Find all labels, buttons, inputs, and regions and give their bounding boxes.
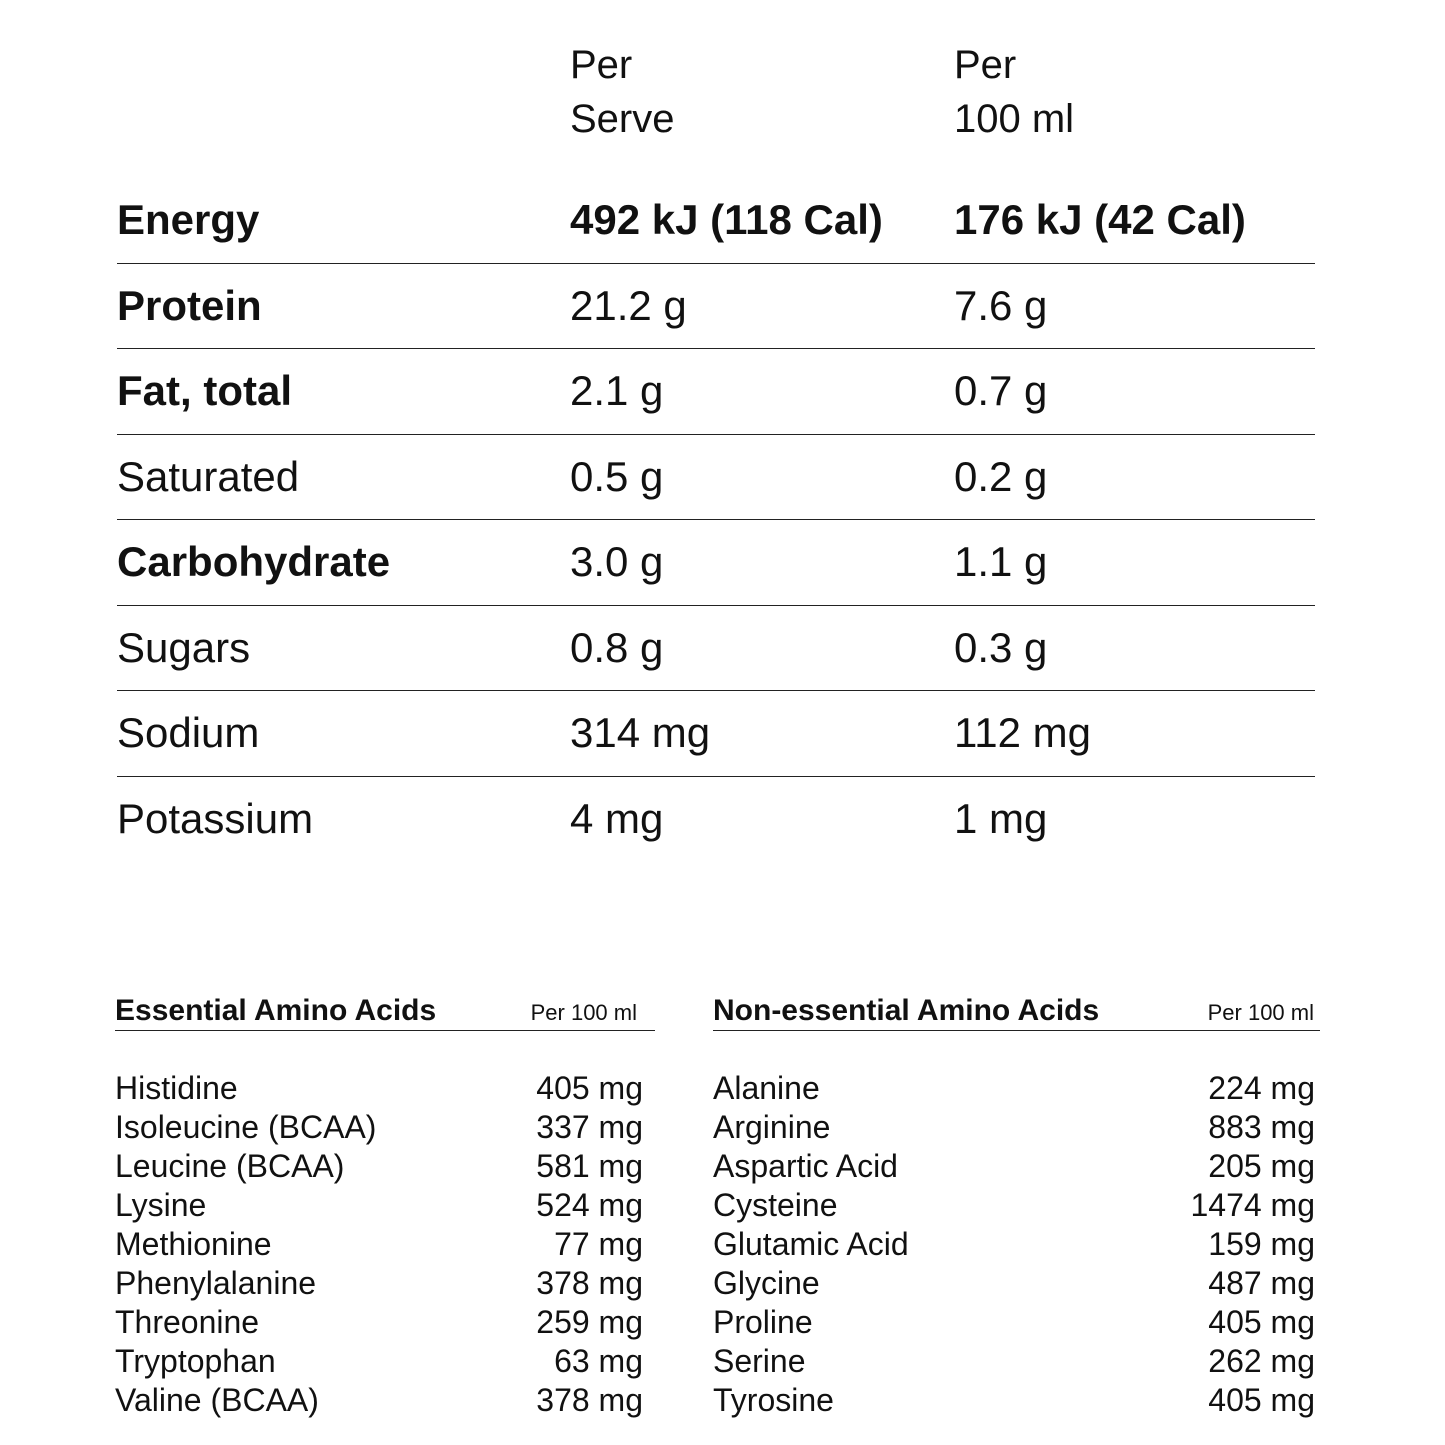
amino-acid-value: 487 mg bbox=[1208, 1265, 1315, 1301]
amino-acid-row bbox=[713, 1264, 1320, 1303]
amino-acid-row bbox=[713, 1147, 1320, 1186]
amino-acid-value: 405 mg bbox=[536, 1070, 643, 1106]
nutrition-row-sugars bbox=[117, 606, 1315, 692]
per-100ml-value: 1 mg bbox=[954, 795, 1048, 843]
amino-acid-value: 337 mg bbox=[536, 1109, 643, 1145]
per-serve-value: 3.0 g bbox=[570, 538, 664, 586]
nonessential-amino-acids-unit: Per 100 ml bbox=[1207, 1000, 1314, 1025]
amino-acid-row bbox=[115, 1147, 655, 1186]
column-header-per-serve bbox=[570, 38, 675, 146]
amino-acid-value: 405 mg bbox=[1208, 1382, 1315, 1418]
column-header-line: Per bbox=[954, 43, 1017, 87]
per-serve-value: 4 mg bbox=[570, 795, 664, 843]
column-header-per-100ml bbox=[954, 38, 1074, 146]
amino-acid-row bbox=[713, 1303, 1320, 1342]
nutrient-name: Energy bbox=[117, 196, 260, 244]
per-serve-value: 0.5 g bbox=[570, 452, 664, 500]
per-100ml-value: 176 kJ (42 Cal) bbox=[954, 196, 1246, 244]
amino-acid-row bbox=[115, 1225, 655, 1264]
amino-acid-name: Proline bbox=[713, 1304, 813, 1340]
amino-acid-value: 77 mg bbox=[554, 1226, 643, 1262]
amino-acid-name: Cysteine bbox=[713, 1187, 838, 1223]
amino-acid-row bbox=[115, 1303, 655, 1342]
nutrition-row-carbohydrate bbox=[117, 520, 1315, 606]
amino-acid-value: 259 mg bbox=[536, 1304, 643, 1340]
nutrient-name: Saturated bbox=[117, 452, 300, 500]
nutrition-row-potassium bbox=[117, 777, 1315, 863]
nonessential-amino-acids-list bbox=[713, 1069, 1320, 1420]
nutrition-row-sodium bbox=[117, 691, 1315, 777]
nonessential-amino-acids-title: Non-essential Amino Acids bbox=[713, 994, 1100, 1027]
amino-acid-name: Threonine bbox=[115, 1304, 260, 1340]
nutrient-name: Carbohydrate bbox=[117, 538, 391, 586]
amino-acid-name: Aspartic Acid bbox=[713, 1148, 898, 1184]
per-serve-value: 0.8 g bbox=[570, 623, 664, 671]
per-100ml-value: 112 mg bbox=[954, 709, 1091, 757]
amino-acid-row bbox=[713, 1108, 1320, 1147]
amino-acid-name: Leucine (BCAA) bbox=[115, 1148, 345, 1184]
column-header-line: Per bbox=[570, 43, 633, 87]
column-header-line: Serve bbox=[570, 97, 675, 141]
amino-acid-row bbox=[713, 1381, 1320, 1420]
amino-acid-value: 224 mg bbox=[1208, 1070, 1315, 1106]
amino-acid-name: Methionine bbox=[115, 1226, 272, 1262]
nutrient-name: Fat, total bbox=[117, 367, 292, 415]
nutrient-name: Sugars bbox=[117, 623, 251, 671]
amino-acid-value: 883 mg bbox=[1208, 1109, 1315, 1145]
per-serve-value: 492 kJ (118 Cal) bbox=[570, 196, 883, 244]
per-100ml-value: 1.1 g bbox=[954, 538, 1048, 586]
amino-acid-row bbox=[115, 1342, 655, 1381]
per-100ml-value: 0.2 g bbox=[954, 452, 1048, 500]
per-100ml-value: 7.6 g bbox=[954, 281, 1048, 329]
essential-amino-acids-table bbox=[115, 990, 655, 1420]
amino-acid-row bbox=[115, 1381, 655, 1420]
essential-amino-acids-unit: Per 100 ml bbox=[530, 1000, 637, 1025]
amino-acid-value: 205 mg bbox=[1208, 1148, 1315, 1184]
amino-acid-value: 63 mg bbox=[554, 1343, 643, 1379]
amino-acid-row bbox=[713, 1186, 1320, 1225]
amino-acid-value: 1474 mg bbox=[1190, 1187, 1315, 1223]
amino-acid-value: 581 mg bbox=[536, 1148, 643, 1184]
nutrient-name: Protein bbox=[117, 281, 262, 329]
nutrient-name: Potassium bbox=[117, 795, 314, 843]
amino-acid-name: Arginine bbox=[713, 1109, 831, 1145]
nonessential-amino-acids-header bbox=[713, 990, 1320, 1031]
amino-acid-name: Tyrosine bbox=[713, 1382, 834, 1418]
amino-acid-name: Glutamic Acid bbox=[713, 1226, 909, 1262]
nutrition-rows bbox=[117, 178, 1315, 862]
amino-acid-row bbox=[115, 1264, 655, 1303]
amino-acid-value: 159 mg bbox=[1208, 1226, 1315, 1262]
amino-acid-row bbox=[115, 1186, 655, 1225]
amino-acid-value: 378 mg bbox=[536, 1265, 643, 1301]
amino-acid-name: Serine bbox=[713, 1343, 806, 1379]
essential-amino-acids-list bbox=[115, 1069, 655, 1420]
amino-acid-value: 524 mg bbox=[536, 1187, 643, 1223]
nutrition-row-saturated bbox=[117, 435, 1315, 521]
amino-acid-value: 405 mg bbox=[1208, 1304, 1315, 1340]
amino-acid-name: Phenylalanine bbox=[115, 1265, 317, 1301]
amino-acid-row bbox=[713, 1225, 1320, 1264]
amino-acid-name: Tryptophan bbox=[115, 1343, 276, 1379]
amino-acid-name: Alanine bbox=[713, 1070, 820, 1106]
essential-amino-acids-title: Essential Amino Acids bbox=[115, 994, 437, 1027]
per-serve-value: 314 mg bbox=[570, 709, 711, 757]
amino-acid-name: Glycine bbox=[713, 1265, 820, 1301]
amino-acid-name: Lysine bbox=[115, 1187, 207, 1223]
amino-acid-name: Histidine bbox=[115, 1070, 238, 1106]
amino-acid-name: Isoleucine (BCAA) bbox=[115, 1109, 377, 1145]
per-serve-value: 21.2 g bbox=[570, 281, 687, 329]
nutrition-row-energy bbox=[117, 178, 1315, 264]
nutrition-row-fat-total bbox=[117, 349, 1315, 435]
per-serve-value: 2.1 g bbox=[570, 367, 664, 415]
column-header-line: 100 ml bbox=[954, 97, 1075, 141]
amino-acid-row bbox=[713, 1342, 1320, 1381]
nutrient-name: Sodium bbox=[117, 709, 260, 757]
nutrition-row-protein bbox=[117, 264, 1315, 350]
amino-acid-row bbox=[713, 1069, 1320, 1108]
nonessential-amino-acids-table bbox=[713, 990, 1320, 1420]
amino-acid-row bbox=[115, 1069, 655, 1108]
per-100ml-value: 0.3 g bbox=[954, 623, 1048, 671]
per-100ml-value: 0.7 g bbox=[954, 367, 1048, 415]
amino-acid-value: 378 mg bbox=[536, 1382, 643, 1418]
amino-acid-value: 262 mg bbox=[1208, 1343, 1315, 1379]
essential-amino-acids-header bbox=[115, 990, 655, 1031]
amino-acid-name: Valine (BCAA) bbox=[115, 1382, 319, 1418]
amino-acid-row bbox=[115, 1108, 655, 1147]
